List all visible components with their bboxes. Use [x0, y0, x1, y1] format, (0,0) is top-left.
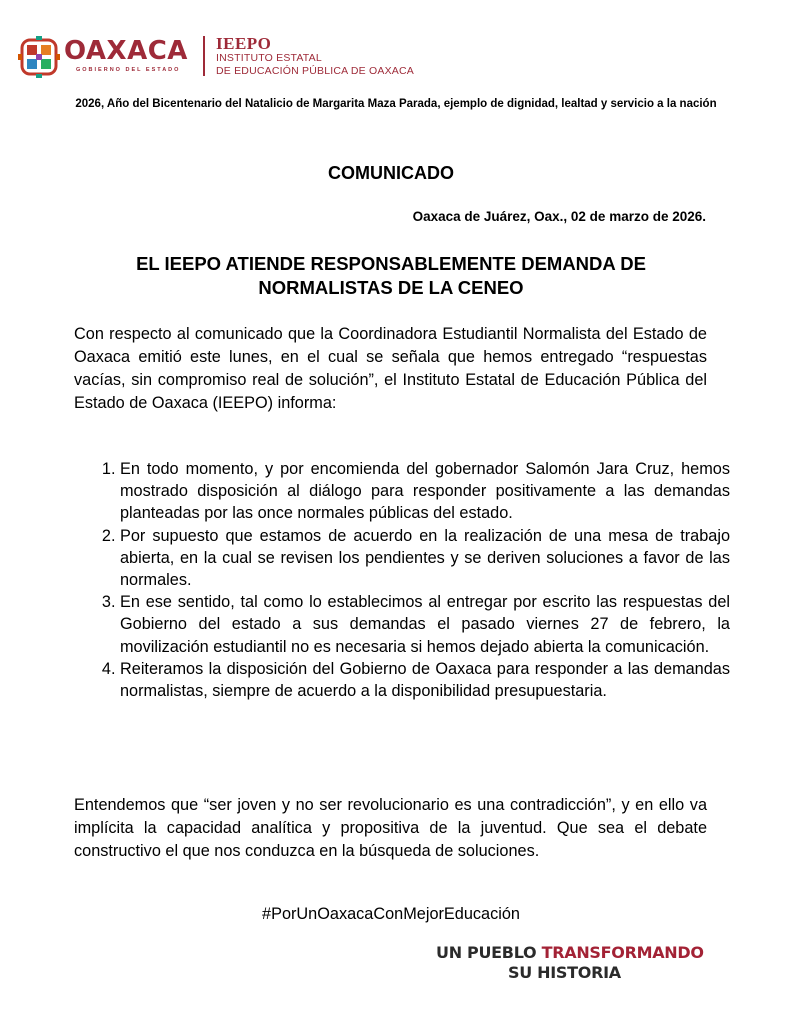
list-item: 2. Por supuesto que estamos de acuerdo en la realización de una mesa de trabajo abierta, en la cual se revisen los pendientes y se deriven soluciones a favor de las normales. [120, 525, 730, 592]
state-logo-text: OAXACA [64, 36, 188, 66]
document-heading: COMUNICADO [328, 163, 454, 183]
header-divider [203, 36, 205, 76]
state-logo-subtitle: GOBIERNO DEL ESTADO [76, 67, 181, 73]
hashtag: #PorUnOaxacaConMejorEducación [262, 905, 520, 923]
title-line-1: EL IEEPO ATIENDE RESPONSABLEMENTE DEMANDA DE [136, 253, 646, 274]
title-line-2: NORMALISTAS DE LA CENEO [258, 277, 524, 298]
dateline: Oaxaca de Juárez, Oax., 02 de marzo de 2026. [412, 209, 706, 224]
slogan-part-1: UN PUEBLO [436, 943, 542, 962]
press-release-title [60, 252, 722, 300]
list-item: 4. Reiteramos la disposición del Gobierno de Oaxaca para responder a las demandas normalistas, siempre de acuerdo a la disponibilidad presupuestaria. [120, 658, 730, 702]
points-list [96, 458, 730, 702]
intro-paragraph: Con respecto al comunicado que la Coordinadora Estudiantil Normalista del Estado de Oaxaca emitió este lunes, en el cual se señala que hemos entregado “respuestas vacías, sin compromiso real de solución”, el Instituto Estatal de Educación Pública del Estado de Oaxaca (IEEPO) informa: [74, 325, 707, 412]
list-item: 3. En ese sentido, tal como lo establecimos al entregar por escrito las respuestas del Gobierno del estado a sus demandas el pasado viernes 27 de febrero, la movilización estudiantil no es necesaria si hemos dejado abierta la comunicación. [120, 591, 730, 658]
letterhead [18, 34, 438, 80]
agency-name-line2: DE EDUCACIÓN PÚBLICA DE OAXACA [216, 65, 414, 77]
year-motto: 2026, Año del Bicentenario del Natalicio de Margarita Maza Parada, ejemplo de dignidad, lealtad y servicio a la nación [75, 98, 717, 110]
slogan-part-3: SU HISTORIA [508, 963, 621, 982]
closing-paragraph: Entendemos que “ser joven y no ser revolucionario es una contradicción”, y en ello va implícita la capacidad analítica y propositiva de la juventud. Que sea el debate constructivo el que nos conduzca en la búsqueda de soluciones. [74, 796, 707, 860]
government-slogan [436, 943, 706, 983]
agency-name-line1: INSTITUTO ESTATAL [216, 52, 322, 64]
list-item: 1. En todo momento, y por encomienda del gobernador Salomón Jara Cruz, hemos mostrado disposición al diálogo para responder positivamente a las demandas planteadas por las once normales públicas del estado. [120, 458, 730, 525]
agency-acronym: IEEPO [216, 34, 272, 53]
oaxaca-emblem-icon [18, 36, 60, 78]
slogan-part-2: TRANSFORMANDO [541, 943, 704, 962]
